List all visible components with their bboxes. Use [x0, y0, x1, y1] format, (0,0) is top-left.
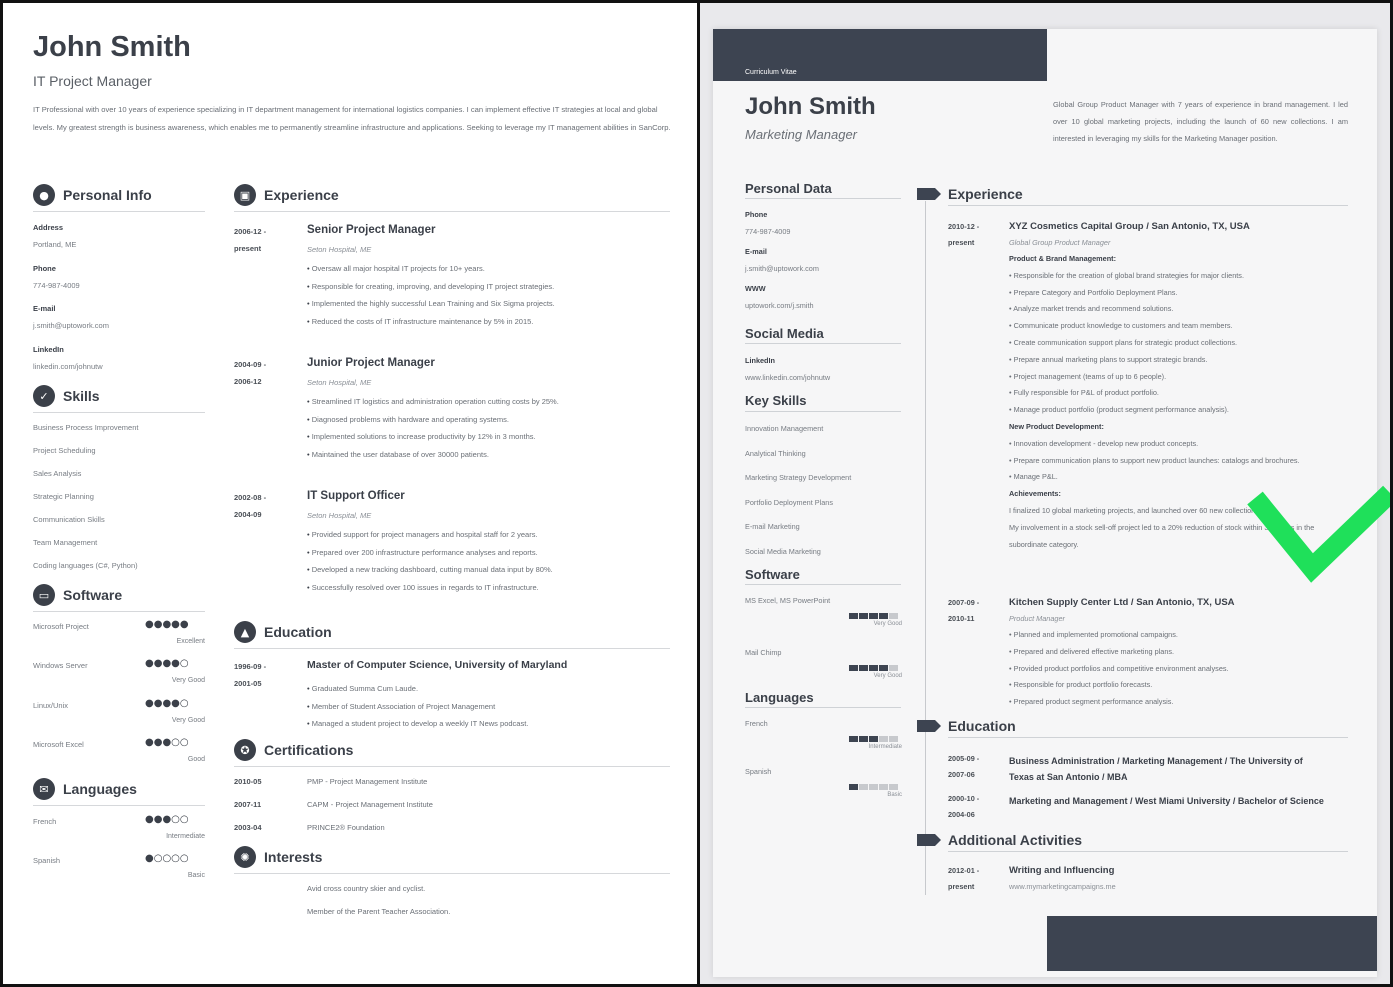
section-title: Software [63, 587, 123, 603]
personal-data-heading: Personal Data [745, 181, 832, 196]
certification-name: PRINCE2® Foundation [307, 823, 385, 832]
personal-info-value: j.smith@uptowork.com [33, 321, 109, 330]
section-rule [33, 805, 205, 806]
language-name: Spanish [33, 856, 61, 866]
education-heading: Education [948, 718, 1016, 734]
bullet-item: • Reduced the costs of IT infrastructure maintenance by 5% in 2015. [307, 313, 555, 331]
key-skills-heading: Key Skills [745, 393, 807, 408]
rating-bar [849, 736, 858, 742]
resume-right-background [700, 3, 1390, 984]
detail-item: • Manage product portfolio (product segment performance analysis). [1009, 402, 1349, 419]
job-details [1009, 627, 1349, 711]
bullet-item: • Managed a student project to develop a weekly IT News podcast. [307, 715, 528, 733]
job-title: Senior Project Manager [307, 224, 436, 236]
education-bullets [307, 680, 528, 733]
section-title: Languages [63, 781, 137, 797]
candidate-name: John Smith [33, 31, 191, 63]
personal-info-value: Portland, ME [33, 240, 77, 249]
detail-item: • Prepare Category and Portfolio Deployment Plans. [1009, 285, 1349, 302]
skills-heading [33, 385, 100, 407]
detail-item: • Prepare annual marketing plans to support strategic brands. [1009, 352, 1349, 369]
interest-item: Avid cross country skier and cyclist. [307, 884, 426, 893]
bullet-item: • Graduated Summa Cum Laude. [307, 680, 528, 698]
certification-date: 2003-04 [234, 823, 262, 832]
date-end: 2004-09 [234, 510, 262, 519]
personal-data-label: Phone [745, 210, 768, 219]
rating-bar [869, 784, 878, 790]
job-date [234, 356, 266, 390]
section-marker-icon [917, 834, 935, 846]
key-skill-item: Innovation Management [745, 424, 824, 433]
section-rule [948, 851, 1348, 852]
rating-dots: ●●●○○ [145, 736, 189, 748]
section-marker-icon [917, 188, 935, 200]
section-rule [234, 766, 670, 767]
experience-heading: Experience [948, 186, 1023, 202]
job-bullets [307, 260, 555, 330]
footer-bar [1047, 916, 1377, 971]
rating-bar [879, 613, 888, 619]
education-date: 1996-09 - 2001-05 [234, 662, 267, 688]
candidate-title: Marketing Manager [745, 127, 857, 142]
personal-data-value: 774-987-4009 [745, 227, 791, 236]
rating-bar [869, 613, 878, 619]
detail-item: • Provided product portfolios and competitive environment analyses. [1009, 661, 1349, 678]
date-start: 2000-10 - [948, 794, 980, 803]
rating-item-name: Spanish [745, 767, 772, 776]
candidate-title: IT Project Manager [33, 73, 152, 89]
rating-bar [879, 784, 888, 790]
rating-bars [849, 784, 898, 790]
section-title: Skills [63, 388, 100, 404]
detail-item: I finalized 10 global marketing projects, and launched over 60 new collections. [1009, 505, 1261, 515]
rating-bar [849, 665, 858, 671]
rating-level: Excellent [176, 638, 205, 645]
software-name: Windows Server [33, 661, 88, 671]
interests-heading [234, 846, 322, 868]
rating-dots: ●●●●● [145, 619, 189, 630]
detail-item: • Fully responsible for P&L of product portfolio. [1009, 385, 1349, 402]
candidate-name: John Smith [745, 93, 876, 120]
personal-data-value: uptowork.com/j.smith [745, 301, 814, 310]
personal-info-value: 774-987-4009 [33, 280, 80, 290]
section-rule [745, 411, 901, 412]
bullet-item: • Successfully resolved over 100 issues in regards to IT infrastructure. [307, 579, 553, 597]
check-badge-icon: ✓ [33, 385, 55, 407]
languages-heading [33, 778, 137, 800]
job-title: Kitchen Supply Center Ltd / San Antonio, TX, USA [1009, 597, 1235, 608]
date-start: 2010-12 - [948, 222, 980, 231]
software-heading: Software [745, 567, 800, 582]
education-date [948, 751, 979, 783]
section-rule [33, 412, 205, 413]
date-start: 2007-09 - [948, 598, 980, 607]
software-name: Microsoft Excel [33, 739, 84, 749]
summary: Global Group Product Manager with 7 years of experience in brand management. I led over 10 global marketing projects, including the launch of 60 new collections. I am interested in leveraging my skills for the Marketing Manager position. [1053, 100, 1348, 143]
job-bullets [307, 393, 559, 463]
section-marker-icon [917, 720, 935, 732]
detail-item: • Planned and implemented promotional campaigns. [1009, 627, 1349, 644]
date-end: present [948, 238, 975, 247]
skill-item: Strategic Planning [33, 492, 94, 501]
certification-date: 2010-05 [234, 777, 262, 786]
rating-bar [859, 784, 868, 790]
bullet-item: • Developed a new tracking dashboard, cutting manual data input by 80%. [307, 561, 553, 579]
key-skill-item: Portfolio Deployment Plans [745, 497, 834, 507]
person-icon: ● [33, 184, 55, 206]
job-date [234, 489, 266, 523]
rating-bar [859, 736, 868, 742]
checkmark-icon [1240, 473, 1390, 603]
date-end: 2004-06 [948, 810, 975, 819]
job-date [948, 219, 979, 251]
bullet-item: • Oversaw all major hospital IT projects for 10+ years. [307, 260, 555, 278]
job-position: Global Group Product Manager [1009, 238, 1111, 247]
section-rule [745, 198, 901, 199]
job-bullets [307, 526, 553, 596]
section-title: Education [264, 624, 332, 640]
date-start: 2004-09 - [234, 360, 267, 369]
skill-item: Project Scheduling [33, 446, 96, 455]
activity-link: www.mymarketingcampaigns.me [1009, 882, 1116, 891]
bullet-item: • Maintained the user database of over 30000 patients. [307, 446, 559, 464]
summary: IT Professional with over 10 years of experience specializing in IT department management for international logistics companies. I can implement effective IT strategies at local and global levels. My greatest strength is business awareness, which enables me to permanently streamline infrastructure and applications. Seeking to leverage my IT management abilities in SanCorp. [33, 105, 671, 132]
bullet-item: • Prepared over 200 infrastructure performance analyses and reports. [307, 544, 553, 562]
detail-item: • Create communication support plans for strategic product collections. [1009, 335, 1349, 352]
date-end: 2010-11 [948, 614, 975, 623]
rating-level: Very Good [171, 677, 205, 685]
rating-label: Basic [887, 792, 902, 798]
education-date [948, 791, 979, 823]
software-name: Linux/Unix [33, 700, 69, 710]
section-rule [234, 211, 670, 212]
timeline-rule [925, 201, 926, 895]
bullet-item: • Implemented solutions to increase productivity by 12% in 3 months. [307, 428, 559, 446]
rating-bar [859, 613, 868, 619]
rating-label: Intermediate [868, 744, 902, 750]
personal-data-value: j.smith@uptowork.com [745, 264, 819, 273]
language-name: French [33, 817, 57, 826]
key-skill-item: Social Media Marketing [745, 546, 821, 556]
bullet-item: • Provided support for project managers and hospital staff for 2 years. [307, 526, 553, 544]
section-rule [745, 707, 901, 708]
job-organization: Seton Hospital, ME [307, 245, 372, 254]
personal-info-value: linkedin.com/johnutw [33, 361, 103, 371]
personal-info-label: Address [33, 223, 64, 232]
experience-heading [234, 184, 339, 206]
monitor-icon: ▭ [33, 584, 55, 606]
section-title: Certifications [264, 742, 354, 758]
interest-item: Member of the Parent Teacher Association. [307, 907, 451, 916]
job-organization: Seton Hospital, ME [307, 511, 372, 520]
rating-bars [849, 665, 898, 671]
detail-heading: Product & Brand Management: [1009, 254, 1117, 263]
rating-level: Good [187, 755, 205, 763]
rating-bar [879, 665, 888, 671]
cv-label: Curriculum Vitae [745, 69, 797, 76]
job-organization: Seton Hospital, ME [307, 378, 372, 387]
rating-bar [879, 736, 888, 742]
skill-item: Communication Skills [33, 515, 105, 524]
speech-bubble-icon: ✉ [33, 778, 55, 800]
detail-item: • Communicate product knowledge to customers and team members. [1009, 318, 1349, 335]
detail-heading: New Product Development: [1009, 421, 1104, 431]
section-title: Interests [264, 849, 323, 865]
detail-item: • Responsible for product portfolio forecasts. [1009, 677, 1349, 694]
detail-item: • Analyze market trends and recommend solutions. [1009, 301, 1349, 318]
personal-info-label: E-mail [33, 304, 56, 313]
bullet-item: • Streamlined IT logistics and administration operation cutting costs by 25%. [307, 393, 559, 411]
skill-item: Sales Analysis [33, 469, 82, 478]
date-end: 2006-12 [234, 377, 262, 386]
resume-left [3, 3, 697, 984]
detail-item: • Prepared product segment performance analysis. [1009, 694, 1349, 711]
section-rule [745, 343, 901, 344]
software-heading [33, 584, 122, 606]
bullet-item: • Responsible for creating, improving, and developing IT project strategies. [307, 278, 555, 296]
rating-level: Basic [187, 872, 205, 880]
rating-item-name: Mail Chimp [745, 648, 782, 657]
section-rule [234, 873, 670, 874]
key-skill-item: Analytical Thinking [745, 448, 806, 458]
job-title: IT Support Officer [307, 490, 405, 502]
detail-item: • Innovation development - develop new product concepts. [1009, 436, 1349, 453]
languages-heading: Languages [745, 690, 814, 705]
activity-title: Writing and Influencing [1009, 865, 1115, 876]
section-rule [745, 584, 901, 585]
section-title: Personal Info [63, 187, 152, 203]
section-rule [948, 737, 1348, 738]
detail-heading: Achievements: [1009, 489, 1061, 499]
rating-bar [869, 665, 878, 671]
detail-item: • Manage P&L. [1009, 469, 1349, 486]
job-date [234, 223, 266, 257]
rating-bar [869, 736, 878, 742]
personal-info-heading [33, 184, 152, 206]
social-media-heading: Social Media [745, 326, 824, 341]
globe-icon: ✺ [234, 846, 256, 868]
rating-dots: ●●●●○ [145, 658, 189, 670]
skill-item: Team Management [33, 538, 98, 547]
section-rule [234, 648, 670, 649]
rating-bar [849, 784, 858, 790]
key-skill-item: Marketing Strategy Development [745, 473, 852, 482]
date-end: present [234, 244, 262, 253]
certification-name: PMP - Project Management Institute [307, 777, 428, 786]
skill-item: Business Process Improvement [33, 423, 139, 432]
rating-level: Intermediate [166, 833, 205, 840]
detail-item: • Prepared and delivered effective marketing plans. [1009, 644, 1349, 661]
personal-data-label: WWW [745, 284, 766, 293]
rating-label: Very Good [873, 621, 902, 627]
rating-label: Very Good [873, 673, 902, 679]
skill-item: Coding languages (C#, Python) [33, 561, 138, 570]
certification-name: CAPM - Project Management Institute [307, 800, 433, 809]
rating-level: Very Good [171, 716, 205, 724]
detail-item: • Prepare communication plans to support new product launches: catalogs and brochures. [1009, 453, 1349, 470]
personal-info-label: LinkedIn [33, 344, 64, 354]
education-degree: Business Administration / Marketing Management / The University of Texas at San Antonio / MBA [1009, 756, 1303, 782]
rating-bar [859, 665, 868, 671]
award-icon: ✪ [234, 739, 256, 761]
rating-bars [849, 613, 898, 619]
rating-bar [849, 613, 858, 619]
linkedin-value: www.linkedin.com/johnutw [745, 373, 831, 382]
job-position: Product Manager [1009, 614, 1065, 623]
job-title: XYZ Cosmetics Capital Group / San Antonio, TX, USA [1009, 221, 1250, 232]
personal-info-label: Phone [33, 263, 56, 273]
bullet-item: • Member of Student Association of Project Management [307, 698, 528, 716]
date-start: 2005-09 - [948, 754, 980, 763]
rating-bar [889, 784, 898, 790]
date-end: 2007-06 [948, 770, 975, 779]
section-rule [948, 205, 1348, 206]
personal-data-label: E-mail [745, 247, 767, 256]
detail-item: My involvement in a stock sell-off project led to a 20% reduction of stock within 3 months in the subordinate category. [1009, 522, 1315, 549]
education-degree: Master of Computer Science, University of Maryland [307, 659, 568, 671]
certifications-heading [234, 739, 353, 761]
rating-dots: ●●●○○ [145, 814, 189, 825]
rating-dots: ●●●●○ [145, 697, 189, 709]
rating-bars [849, 736, 898, 742]
date-start: 2006-12 - [234, 227, 267, 236]
section-rule [33, 211, 205, 212]
activity-date: 2012-01 - present [948, 866, 980, 891]
bullet-item: • Implemented the highly successful Lean Training and Six Sigma projects. [307, 295, 555, 313]
additional-activities-heading: Additional Activities [948, 832, 1083, 848]
detail-item: • Responsible for the creation of global brand strategies for major clients. [1009, 268, 1349, 285]
graduation-cap-icon: ▲ [234, 621, 256, 643]
key-skill-item: E-mail Marketing [745, 522, 800, 531]
rating-dots: ●○○○○ [145, 853, 189, 865]
rating-item-name: French [745, 719, 768, 728]
education-degree: Marketing and Management / West Miami University / Bachelor of Science [1009, 796, 1324, 806]
rating-item-name: MS Excel, MS PowerPoint [745, 596, 831, 605]
education-heading [234, 621, 332, 643]
detail-item: • Project management (teams of up to 6 people). [1009, 369, 1349, 386]
software-name: Microsoft Project [33, 622, 89, 631]
rating-bar [889, 736, 898, 742]
rating-bar [889, 613, 898, 619]
bullet-item: • Diagnosed problems with hardware and operating systems. [307, 411, 559, 429]
briefcase-icon: ▣ [234, 184, 256, 206]
date-start: 2002-08 - [234, 493, 267, 502]
job-title: Junior Project Manager [307, 357, 435, 369]
linkedin-label: LinkedIn [745, 356, 775, 365]
job-date [948, 595, 979, 627]
section-title: Experience [264, 187, 339, 203]
section-rule [33, 611, 205, 612]
rating-bar [889, 665, 898, 671]
certification-date: 2007-11 [234, 800, 262, 809]
